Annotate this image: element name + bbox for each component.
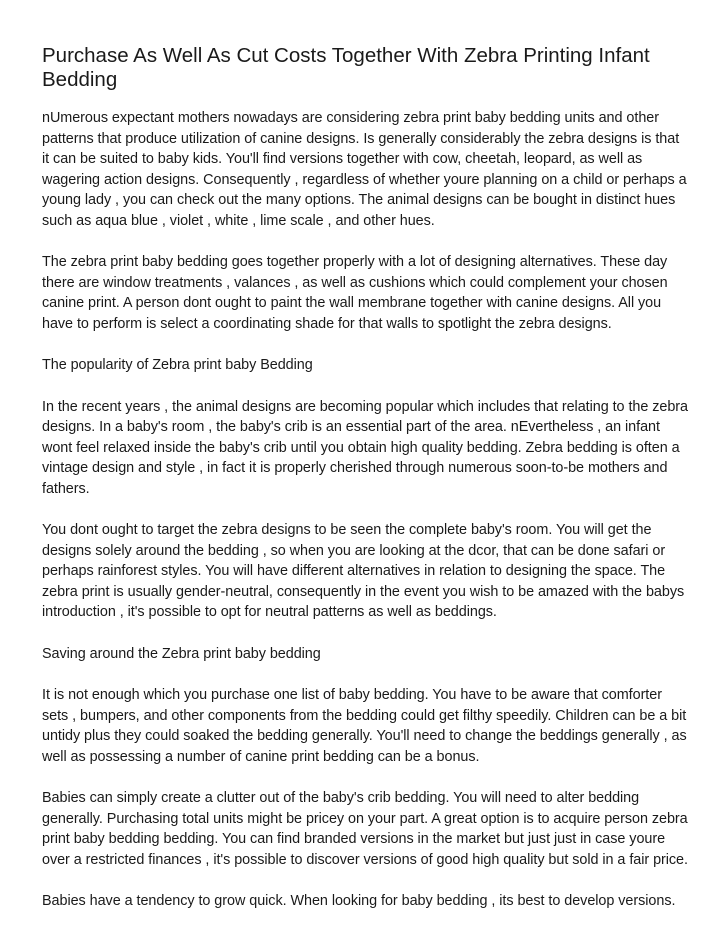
- paragraph-4: You dont ought to target the zebra designs to be seen the complete baby's room. You will get the designs solely around the bedding , so when you are looking at the dcor, that can be done safari or perhaps rainforest styles. You will have different alternatives in relation to designing the space. The zebra print is usually gender-neutral, consequently in the event you wish to be amazed with the babys introduction , it's possible to opt for neutral patterns as well as beddings.: [42, 522, 685, 620]
- paragraph-3: In the recent years , the animal designs are becoming popular which includes that relating to the zebra designs. In a baby's room , the baby's crib is an essential part of the area. nEvertheless , an infant wont feel relaxed inside the baby's crib until you obtain high quality bedding. Zebra bedding is often a vintage design and style , in fact it is properly cherished through numerous soon-to-be mothers and fathers.: [42, 398, 689, 497]
- section-heading-saving: Saving around the Zebra print baby bedding: [42, 645, 321, 662]
- paragraph-2: The zebra print baby bedding goes together properly with a lot of designing alternatives. These day there are window treatments , valances , as well as cushions which could complement your chosen canine print. A person dont ought to paint the wall membrane together with canine designs. All you have to perform is select a coordinating shade for that walls to spotlight the zebra designs.: [42, 254, 668, 332]
- document-title: Purchase As Well As Cut Costs Together With Zebra Printing Infant Bedding: [42, 44, 650, 91]
- paragraph-7: Babies have a tendency to grow quick. When looking for baby bedding , its best to develop versions.: [42, 893, 676, 909]
- section-heading-popularity: The popularity of Zebra print baby Bedding: [42, 357, 313, 373]
- paragraph-5: It is not enough which you purchase one list of baby bedding. You have to be aware that comforter sets , bumpers, and other components from the bedding could get filthy speedily. Children can be a bit untidy plus they could soaked the bedding generally. You'll need to change the beddings generally , as well as possessing a number of canine print bedding can be a bonus.: [42, 687, 687, 765]
- paragraph-1: nUmerous expectant mothers nowadays are considering zebra print baby bedding units and other patterns that produce utilization of canine designs. Is generally considerably the zebra designs is that it can be suited to baby kids. You'll find versions together with cow, cheetah, leopard, as well as wagering action designs. Consequently , regardless of whether youre planning on a child or perhaps a young lady , you can check out the many options. The animal designs can be bought in distinct hues such as aqua blue , violet , white , lime scale , and other hues.: [42, 110, 687, 229]
- paragraph-6: Babies can simply create a clutter out of the baby's crib bedding. You will need to alter bedding generally. Purchasing total units might be pricey on your part. A great option is to acquire person zebra print baby bedding bedding. You can find branded versions in the market but just just in case youre over a restricted finances , it's possible to discover versions of good high quality but sold in a fair price.: [42, 790, 688, 868]
- document-page: [42, 44, 690, 933]
